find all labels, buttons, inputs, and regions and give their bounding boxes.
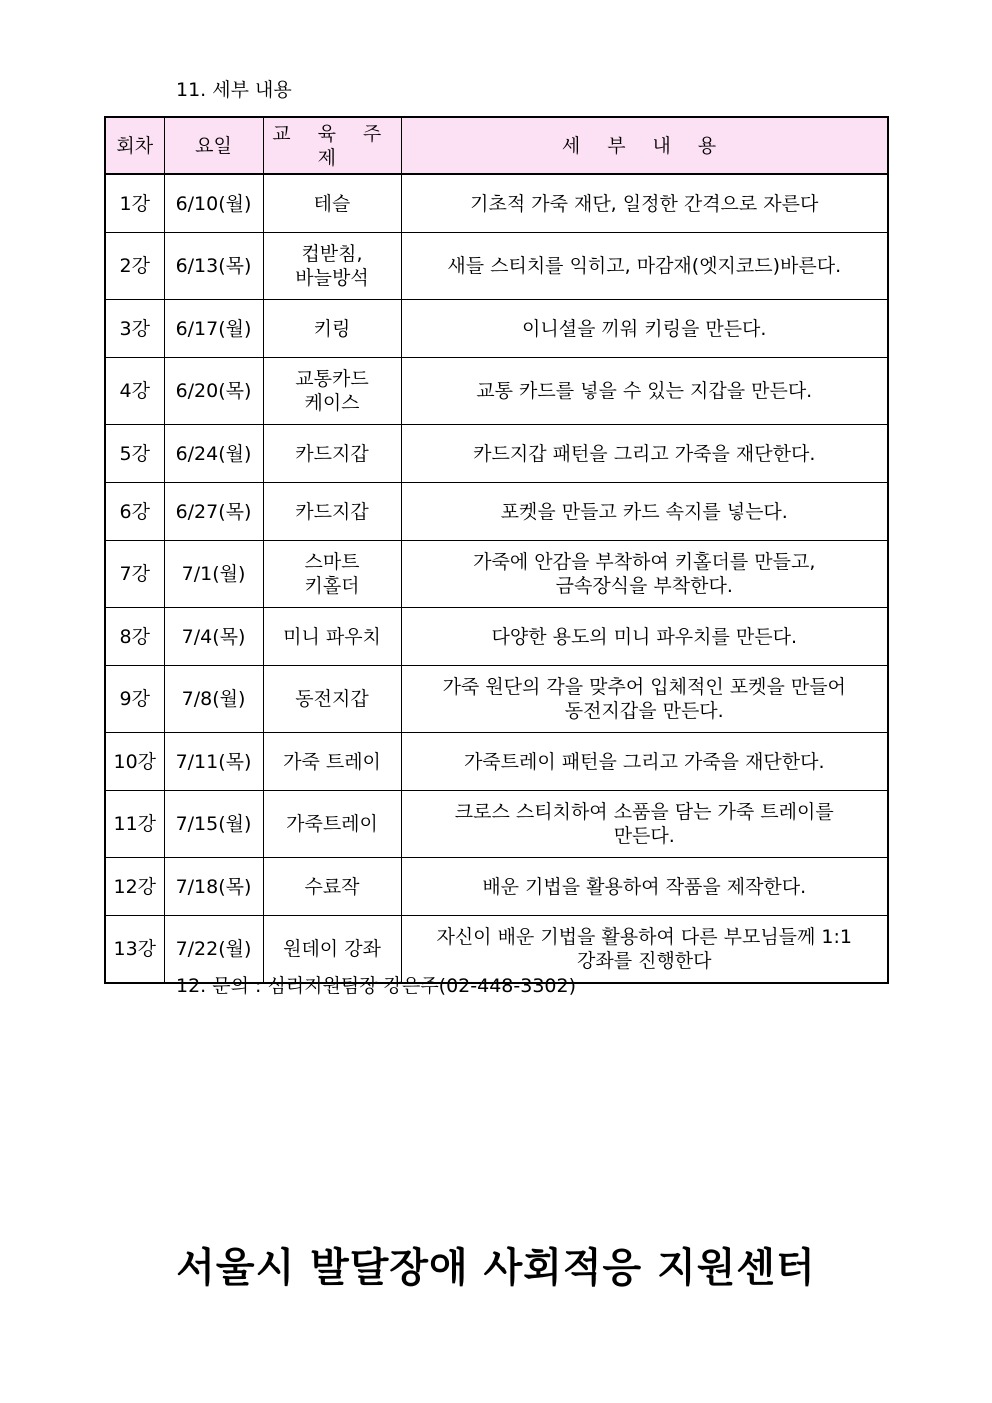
cell-detail: 포켓을 만들고 카드 속지를 넣는다.	[401, 483, 888, 541]
cell-session: 6강	[105, 483, 164, 541]
cell-session: 5강	[105, 425, 164, 483]
cell-session: 13강	[105, 916, 164, 984]
table-row	[105, 733, 888, 791]
table-row	[105, 358, 888, 425]
cell-date: 6/10(월)	[164, 174, 263, 233]
cell-detail: 카드지갑 패턴을 그리고 가죽을 재단한다.	[401, 425, 888, 483]
cell-session: 11강	[105, 791, 164, 858]
cell-topic: 카드지갑	[263, 483, 401, 541]
table-row	[105, 483, 888, 541]
cell-topic: 테슬	[263, 174, 401, 233]
table-row	[105, 233, 888, 300]
cell-detail: 교통 카드를 넣을 수 있는 지갑을 만든다.	[401, 358, 888, 425]
cell-detail: 기초적 가죽 재단, 일정한 간격으로 자른다	[401, 174, 888, 233]
cell-date: 7/8(월)	[164, 666, 263, 733]
cell-topic: 동전지갑	[263, 666, 401, 733]
cell-topic: 컵받침, 바늘방석	[263, 233, 401, 300]
cell-session: 10강	[105, 733, 164, 791]
cell-topic: 가죽트레이	[263, 791, 401, 858]
cell-topic: 스마트 키홀더	[263, 541, 401, 608]
table-header-row	[105, 117, 888, 174]
cell-detail: 배운 기법을 활용하여 작품을 제작한다.	[401, 858, 888, 916]
cell-date: 7/22(월)	[164, 916, 263, 984]
cell-session: 7강	[105, 541, 164, 608]
cell-date: 7/18(목)	[164, 858, 263, 916]
section-title: 11. 세부 내용	[176, 79, 292, 101]
cell-topic: 수료작	[263, 858, 401, 916]
cell-date: 7/1(월)	[164, 541, 263, 608]
table-row	[105, 425, 888, 483]
organization-name: 서울시 발달장애 사회적응 지원센터	[176, 1245, 816, 1291]
cell-date: 6/20(목)	[164, 358, 263, 425]
cell-session: 8강	[105, 608, 164, 666]
cell-date: 6/27(목)	[164, 483, 263, 541]
cell-date: 6/13(목)	[164, 233, 263, 300]
cell-session: 2강	[105, 233, 164, 300]
cell-session: 12강	[105, 858, 164, 916]
cell-session: 9강	[105, 666, 164, 733]
cell-detail: 가죽 원단의 각을 맞추어 입체적인 포켓을 만들어 동전지갑을 만든다.	[401, 666, 888, 733]
cell-date: 7/11(목)	[164, 733, 263, 791]
cell-detail: 이니셜을 끼워 키링을 만든다.	[401, 300, 888, 358]
cell-date: 7/4(목)	[164, 608, 263, 666]
cell-session: 4강	[105, 358, 164, 425]
cell-session: 1강	[105, 174, 164, 233]
table-row	[105, 666, 888, 733]
header-topic: 교 육 주 제	[263, 117, 401, 174]
cell-detail: 가죽트레이 패턴을 그리고 가죽을 재단한다.	[401, 733, 888, 791]
cell-date: 6/17(월)	[164, 300, 263, 358]
table-row	[105, 174, 888, 233]
cell-topic: 가죽 트레이	[263, 733, 401, 791]
cell-detail: 자신이 배운 기법을 활용하여 다른 부모님들께 1:1 강좌를 진행한다	[401, 916, 888, 984]
cell-detail: 다양한 용도의 미니 파우치를 만든다.	[401, 608, 888, 666]
cell-session: 3강	[105, 300, 164, 358]
cell-topic: 미니 파우치	[263, 608, 401, 666]
table-row	[105, 791, 888, 858]
cell-topic: 원데이 강좌	[263, 916, 401, 984]
cell-detail: 크로스 스티치하여 소품을 담는 가죽 트레이를 만든다.	[401, 791, 888, 858]
cell-detail: 새들 스티치를 익히고, 마감재(엣지코드)바른다.	[401, 233, 888, 300]
schedule-table	[104, 116, 889, 984]
cell-date: 7/15(월)	[164, 791, 263, 858]
cell-date: 6/24(월)	[164, 425, 263, 483]
table-body	[105, 174, 888, 983]
table-row	[105, 858, 888, 916]
cell-detail: 가죽에 안감을 부착하여 키홀더를 만들고, 금속장식을 부착한다.	[401, 541, 888, 608]
table-row	[105, 608, 888, 666]
cell-topic: 교통카드 케이스	[263, 358, 401, 425]
table-row	[105, 541, 888, 608]
cell-topic: 카드지갑	[263, 425, 401, 483]
contact-info: 12. 문의 : 심리지원팀장 강은주(02-448-3302)	[176, 975, 577, 997]
header-detail: 세 부 내 용	[401, 117, 888, 174]
cell-topic: 키링	[263, 300, 401, 358]
table-row	[105, 300, 888, 358]
header-session: 회차	[105, 117, 164, 174]
header-date: 요일	[164, 117, 263, 174]
